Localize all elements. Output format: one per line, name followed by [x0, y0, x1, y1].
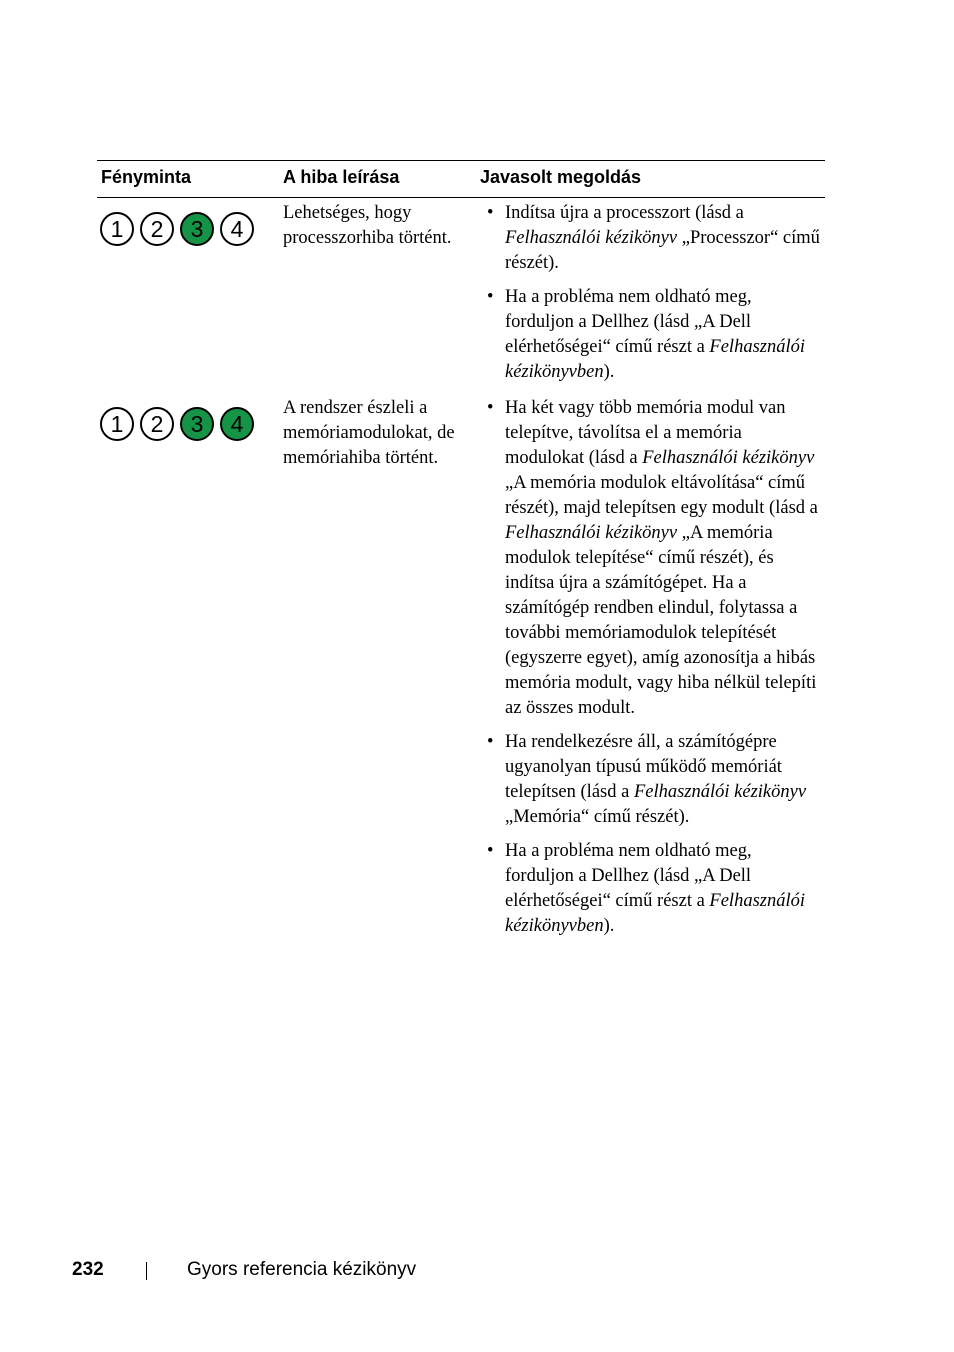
resolution-item: [485, 396, 825, 721]
diagnostic-light-1-icon: 1: [100, 212, 134, 246]
diagnostic-light-3-icon: 3: [180, 212, 214, 246]
header-bottom-rule: [97, 197, 825, 198]
resolution-text: Ha a probléma nem oldható meg, forduljon a Dellhez (lásd „A Dell elérhetőségei“ című részt a Felhasználói kézikönyvben).: [505, 287, 806, 382]
header-problem-description: A hiba leírása: [283, 167, 400, 187]
resolution-text: Ha a probléma nem oldható meg, forduljon a Dellhez (lásd „A Dell elérhetőségei“ című részt a Felhasználói kézikönyvben).: [505, 841, 806, 936]
resolution-text: Ha két vagy több memória modul van telepítve, távolítsa el a memória modulokat (lásd a Felhasználói kézikönyv „A memória modulok eltávolítása“ című részét), majd telepítsen egy modult (lásd a Felhasználói kézikönyv „A memória modulok telepítése“ című részét), és indítsa újra a számítógépet. Ha a számítógép rendben elindul, folytassa a további memóriamodulok telepítését (egyszerre egyet), amíg azonosítja a hibás memória modult, vagy hiba nélkül telepíti az összes modult.: [505, 398, 818, 718]
resolution-list: [485, 201, 825, 394]
footer-title: Gyors referencia kézikönyv: [187, 1259, 417, 1280]
diagnostic-light-4-icon: 4: [220, 407, 254, 441]
resolution-item: [485, 730, 825, 830]
resolution-text: Indítsa újra a processzort (lásd a Felhasználói kézikönyv „Processzor“ című részét).: [505, 203, 820, 273]
diagnostic-light-1-icon: 1: [100, 407, 134, 441]
page-number: 232: [72, 1259, 104, 1280]
resolution-text: Ha rendelkezésre áll, a számítógépre ugyanolyan típusú működő memóriát telepítsen (lásd a Felhasználói kézikönyv „Memória“ című részét).: [505, 732, 807, 827]
resolution-item: [485, 839, 825, 939]
light-pattern: [100, 212, 260, 250]
footer-separator: [146, 1262, 147, 1280]
problem-description: Lehetséges, hogy processzorhiba történt.: [283, 203, 452, 248]
light-pattern: [100, 407, 260, 445]
diagnostic-light-4-icon: 4: [220, 212, 254, 246]
resolution-list: [485, 396, 825, 948]
header-light-pattern: Fényminta: [101, 167, 192, 187]
resolution-item: [485, 285, 825, 385]
diagnostic-light-2-icon: 2: [140, 212, 174, 246]
resolution-item: [485, 201, 825, 276]
table-top-rule: [97, 160, 825, 161]
problem-description: A rendszer észleli a memóriamodulokat, de memóriahiba történt.: [283, 398, 455, 468]
diagnostic-light-3-icon: 3: [180, 407, 214, 441]
diagnostic-light-2-icon: 2: [140, 407, 174, 441]
header-suggested-resolution: Javasolt megoldás: [480, 167, 642, 187]
